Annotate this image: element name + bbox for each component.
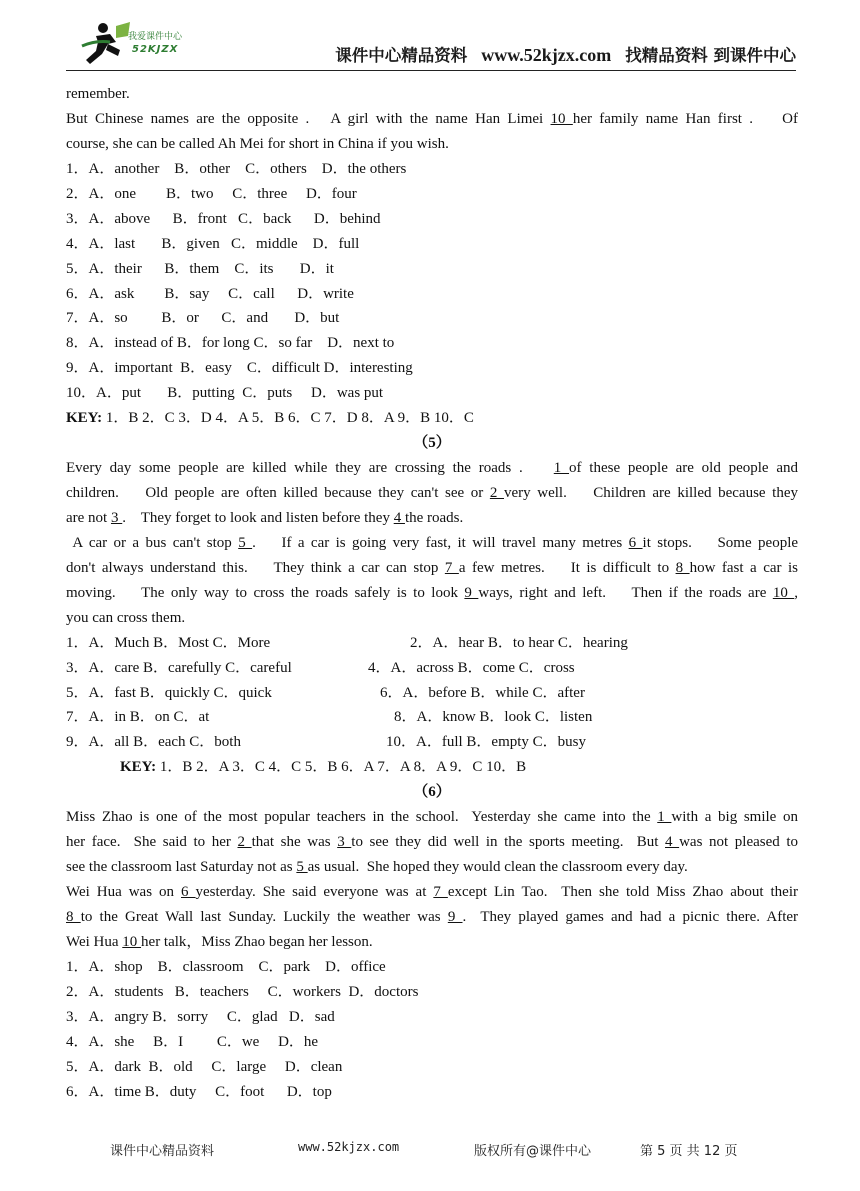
blank-number: 9 [447, 908, 463, 925]
paragraph-line [66, 556, 798, 581]
header-site-link[interactable]: www.52kjzx.com [481, 45, 612, 65]
text-run: A car or a bus can't stop [66, 534, 239, 551]
paragraph-line [66, 506, 798, 531]
header-title [335, 42, 796, 66]
question-option-line: 1．A．another B．other C．others D．the others [66, 160, 407, 177]
question-option-line: 1．A．shop B．classroom C．park D．office [66, 958, 386, 975]
blank-number: 9 [464, 584, 479, 601]
paragraph-line: course, she can be called Ah Mei for short in China if you wish. [66, 135, 449, 152]
question-option-line: 4．A．she B．I C．we D．he [66, 1033, 319, 1050]
question-option-line: 3．A．angry B．sorry C．glad D．sad [66, 1008, 335, 1025]
text-run: as usual. She hoped they would clean the classroom every day. [307, 859, 688, 876]
blank-number: 4 [665, 834, 680, 851]
text-run: Wei Hua [66, 933, 123, 950]
question-option-line: 3．A．care B．carefully C．careful [66, 659, 292, 676]
answer-key [66, 755, 798, 780]
question-option-line: 4．A．last B．given C．middle D．full [66, 235, 360, 252]
question-option-row [66, 656, 798, 681]
question-option-line: 10．A．full B．empty C．busy [386, 734, 587, 751]
question-option-line: 7．A．in B．on C．at [66, 709, 210, 726]
text-run: . If a car is going very fast, it will travel many metres [252, 534, 629, 551]
question-option-row [66, 730, 798, 755]
paragraph-line [66, 456, 798, 481]
question-option-line: 2．A．one B．two C．three D．four [66, 185, 357, 202]
paragraph-line [66, 830, 798, 855]
blank-number: 8 [66, 908, 81, 925]
question-option-line: 10．A．put B．putting C．puts D．was put [66, 385, 384, 402]
section-title: （6） [413, 784, 451, 801]
text-run: yesterday. She said everyone was at [195, 884, 434, 900]
question-option-line: 7．A．so B．or C．and D．but [66, 310, 340, 327]
blank-number: 4 [393, 509, 405, 526]
question-option-line: 1．A．Much B．Most C．More [66, 634, 271, 651]
paragraph-line [66, 805, 798, 830]
text-run: . They forget to look and listen before they [122, 509, 394, 526]
text-run: are not [66, 509, 111, 526]
text-run: children. Old people are often killed because they can't see or [66, 485, 490, 501]
blank-number: 6 [181, 884, 196, 900]
text-run: except Lin Tao. Then she told Miss Zhao about their [447, 884, 798, 900]
paragraph-line [66, 855, 798, 880]
question-option-line: 6．A．time B．duty C．foot D．top [66, 1083, 332, 1100]
question-option-line: 6．A．ask B．say C．call D．write [66, 285, 354, 302]
text-run: how fast a car is [689, 559, 799, 576]
text-run: it stops. Some people [642, 534, 799, 551]
paragraph-line [66, 930, 798, 955]
question-option-line: 9．A．all B．each C．both [66, 734, 241, 751]
paragraph-line [66, 581, 798, 606]
question-option-line: 5．A．dark B．old C．large D．clean [66, 1058, 343, 1075]
logo-text-cn: 我爱课件中心 [128, 32, 183, 42]
text-run: moving. The only way to cross the roads safely is to look [66, 584, 465, 601]
text-run: her talk，Miss Zhao began her lesson. [141, 933, 373, 950]
text-run: to see they did well in the sports meeting. But [351, 834, 665, 851]
question-option-line: 3．A．above B．front C．back D．behind [66, 210, 381, 227]
question-option-line: 8．A．instead of B．for long C．so far D．next to [66, 335, 395, 352]
section-title: （5） [413, 435, 451, 452]
text-run: was not pleased to [679, 834, 799, 851]
text-run: don't always understand this. They think a car can stop [66, 559, 445, 576]
blank-number: 7 [444, 559, 459, 576]
answer-key-label: KEY: [120, 759, 157, 776]
text-run: her face. She said to her [66, 834, 238, 851]
blank-number: 5 [238, 534, 253, 551]
header-title-left: 课件中心精品资料 [335, 46, 468, 65]
runner-logo-icon [76, 20, 136, 70]
text-run: very well. Children are killed because they [504, 485, 798, 501]
text-run: . They played games and had a picnic there. After [462, 908, 799, 925]
text-run: to the Great Wall last Sunday. Luckily the weather was [80, 908, 448, 925]
page-header [66, 18, 796, 72]
paragraph-line [66, 905, 798, 930]
paragraph-line [66, 107, 798, 132]
blank-number: 2 [489, 485, 504, 501]
header-divider [66, 70, 796, 71]
blank-number: 10 [122, 933, 142, 950]
blank-number: 5 [296, 859, 308, 876]
text-run: see the classroom last Saturday not as [66, 859, 297, 876]
blank-number: 1 [657, 809, 672, 826]
question-option-line: 2．A．hear B．to hear C．hearing [410, 634, 628, 651]
paragraph-line: you can cross them. [66, 609, 186, 626]
question-option-line: 4．A．across B．come C．cross [368, 659, 575, 676]
blank-number: 3 [110, 509, 123, 526]
blank-number: 1 [553, 460, 570, 477]
question-option-line: 2．A．students B．teachers C．workers D．doctors [66, 983, 419, 1000]
question-option-line: 6．A．before B．while C．after [380, 684, 585, 701]
question-option-line: 9．A．important B．easy C．difficult D．interesting [66, 360, 413, 377]
header-title-right: 找精品资料 到课件中心 [625, 46, 796, 65]
answer-key-values: 1．B 2．A 3．C 4．C 5．B 6．A 7．A 8．A 9．C 10．B [156, 759, 527, 776]
question-option-line: 8．A．know B．look C．listen [394, 709, 593, 726]
question-option-row [66, 705, 798, 730]
paragraph-line: remember. [66, 86, 130, 102]
text-run: Every day some people are killed while they are crossing the roads . [66, 460, 554, 477]
text-run: ways, right and left. Then if the roads are [478, 584, 773, 601]
text-run: of these people are old people and [569, 460, 799, 477]
text-run: that she was [251, 834, 338, 851]
paragraph-line [66, 481, 798, 506]
text-run: But Chinese names are the opposite . A girl with the name Han Limei [66, 110, 551, 127]
blank-number: 6 [628, 534, 643, 551]
blank-number: 2 [237, 834, 252, 851]
text-run: her family name Han first . Of [572, 110, 798, 127]
document-body [66, 82, 798, 1104]
logo-text-en: 52KJZX [132, 44, 179, 55]
blank-number: 10 [550, 110, 573, 127]
site-logo [76, 20, 216, 72]
answer-key-label: KEY: [66, 410, 103, 427]
text-run: Wei Hua was on [66, 884, 181, 900]
question-option-row [66, 631, 798, 656]
paragraph-line [66, 531, 798, 556]
blank-number: 3 [337, 834, 352, 851]
text-run: , [794, 584, 799, 601]
paragraph-line [66, 880, 798, 905]
footer-left-text: 课件中心精品资料 [110, 1144, 215, 1159]
question-option-line: 5．A．their B．them C．its D．it [66, 260, 334, 277]
text-run: the roads. [404, 509, 464, 526]
footer-site-link[interactable]: www.52kjzx.com [298, 1140, 400, 1154]
answer-key-values: 1．B 2．C 3．D 4．A 5．B 6．C 7．D 8．A 9．B 10．C [102, 410, 474, 427]
blank-number: 10 [772, 584, 795, 601]
question-option-row [66, 681, 798, 706]
footer-page-number: 第 5 页 共 12 页 [640, 1144, 738, 1159]
text-run: Miss Zhao is one of the most popular teachers in the school. Yesterday she came into the [66, 809, 658, 826]
blank-number: 7 [433, 884, 448, 900]
question-option-line: 5．A．fast B．quickly C．quick [66, 684, 272, 701]
text-run: with a big smile on [671, 809, 798, 826]
text-run: a few metres. It is difficult to [458, 559, 676, 576]
footer-copyright: 版权所有@课件中心 [474, 1144, 592, 1159]
answer-key [66, 406, 798, 431]
blank-number: 8 [675, 559, 690, 576]
